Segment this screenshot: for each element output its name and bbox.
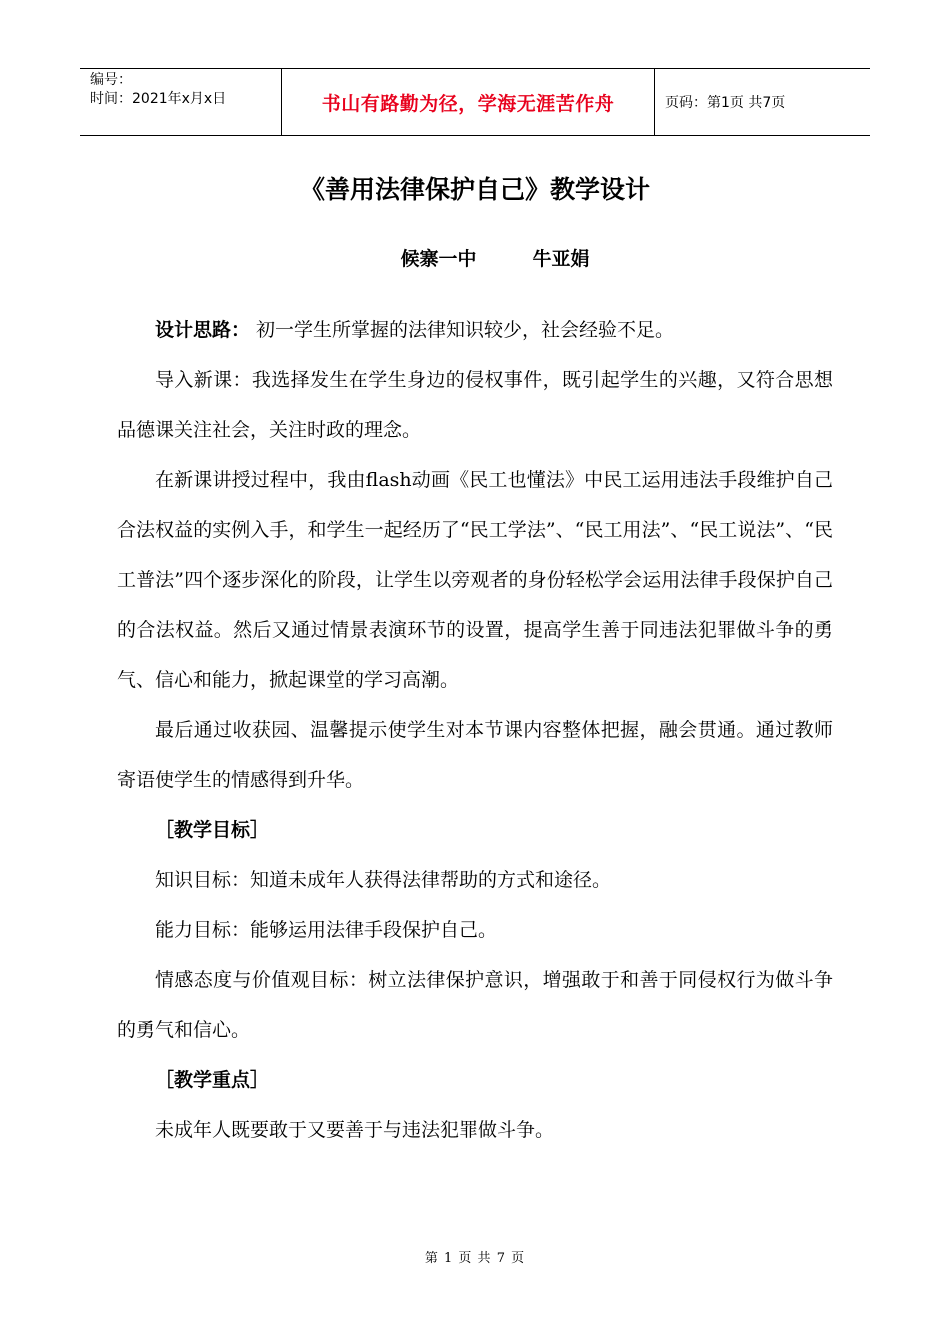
header-motto-cell	[282, 69, 655, 135]
header-table	[80, 68, 870, 136]
page-info: 页码：第1页 共7页	[665, 95, 786, 111]
author-line	[0, 244, 950, 271]
author-name: 牛亚娟	[532, 248, 590, 270]
page-footer: 第 1 页 共 7 页	[424, 1251, 526, 1266]
intro-paragraph: 导入新课：我选择发生在学生身边的侵权事件，既引起学生的兴趣，又符合思想品德课关注社会，关注时政的理念。	[117, 369, 833, 441]
summary-paragraph: 最后通过收获园、温馨提示使学生对本节课内容整体把握，融会贯通。通过教师寄语使学生的情感得到升华。	[117, 719, 833, 791]
time-label: 时间：2021年x月x日	[90, 91, 227, 107]
header-meta-cell	[80, 69, 282, 135]
ability-goal: 能力目标：能够运用法律手段保护自己。	[155, 919, 498, 941]
motto-text: 书山有路勤为径，学海无涯苦作舟	[321, 92, 615, 115]
design-text: 初一学生所掌握的法律知识较少，社会经验不足。	[250, 319, 675, 341]
key-point: 未成年人既要敢于又要善于与违法犯罪做斗争。	[155, 1119, 555, 1141]
emotion-goal: 情感态度与价值观目标：树立法律保护意识，增强敢于和善于同侵权行为做斗争的勇气和信心。	[117, 969, 833, 1041]
document-title: 《善用法律保护自己》教学设计	[299, 175, 650, 204]
body-text	[117, 305, 833, 1155]
key-heading: ［教学重点］	[155, 1069, 270, 1091]
teaching-paragraph: 在新课讲授过程中，我由flash动画《民工也懂法》中民工运用违法手段维护自己合法权益的实例入手，和学生一起经历了“民工学法”、“民工用法”、“民工说法”、“民工普法”四个逐步深化的阶段，让学生以旁观者的身份轻松学会运用法律手段保护自己的合法权益。然后又通过情景表演环节的设置，提高学生善于同违法犯罪做斗争的勇气、信心和能力，掀起课堂的学习高潮。	[117, 469, 833, 691]
school-name: 候寨一中	[400, 248, 477, 270]
design-paragraph	[117, 305, 833, 355]
number-label: 编号：	[90, 72, 132, 88]
header-page-cell	[655, 69, 870, 135]
design-label: 设计思路：	[155, 319, 251, 341]
knowledge-goal: 知识目标：知道未成年人获得法律帮助的方式和途径。	[155, 869, 612, 891]
goals-heading: ［教学目标］	[155, 819, 270, 841]
